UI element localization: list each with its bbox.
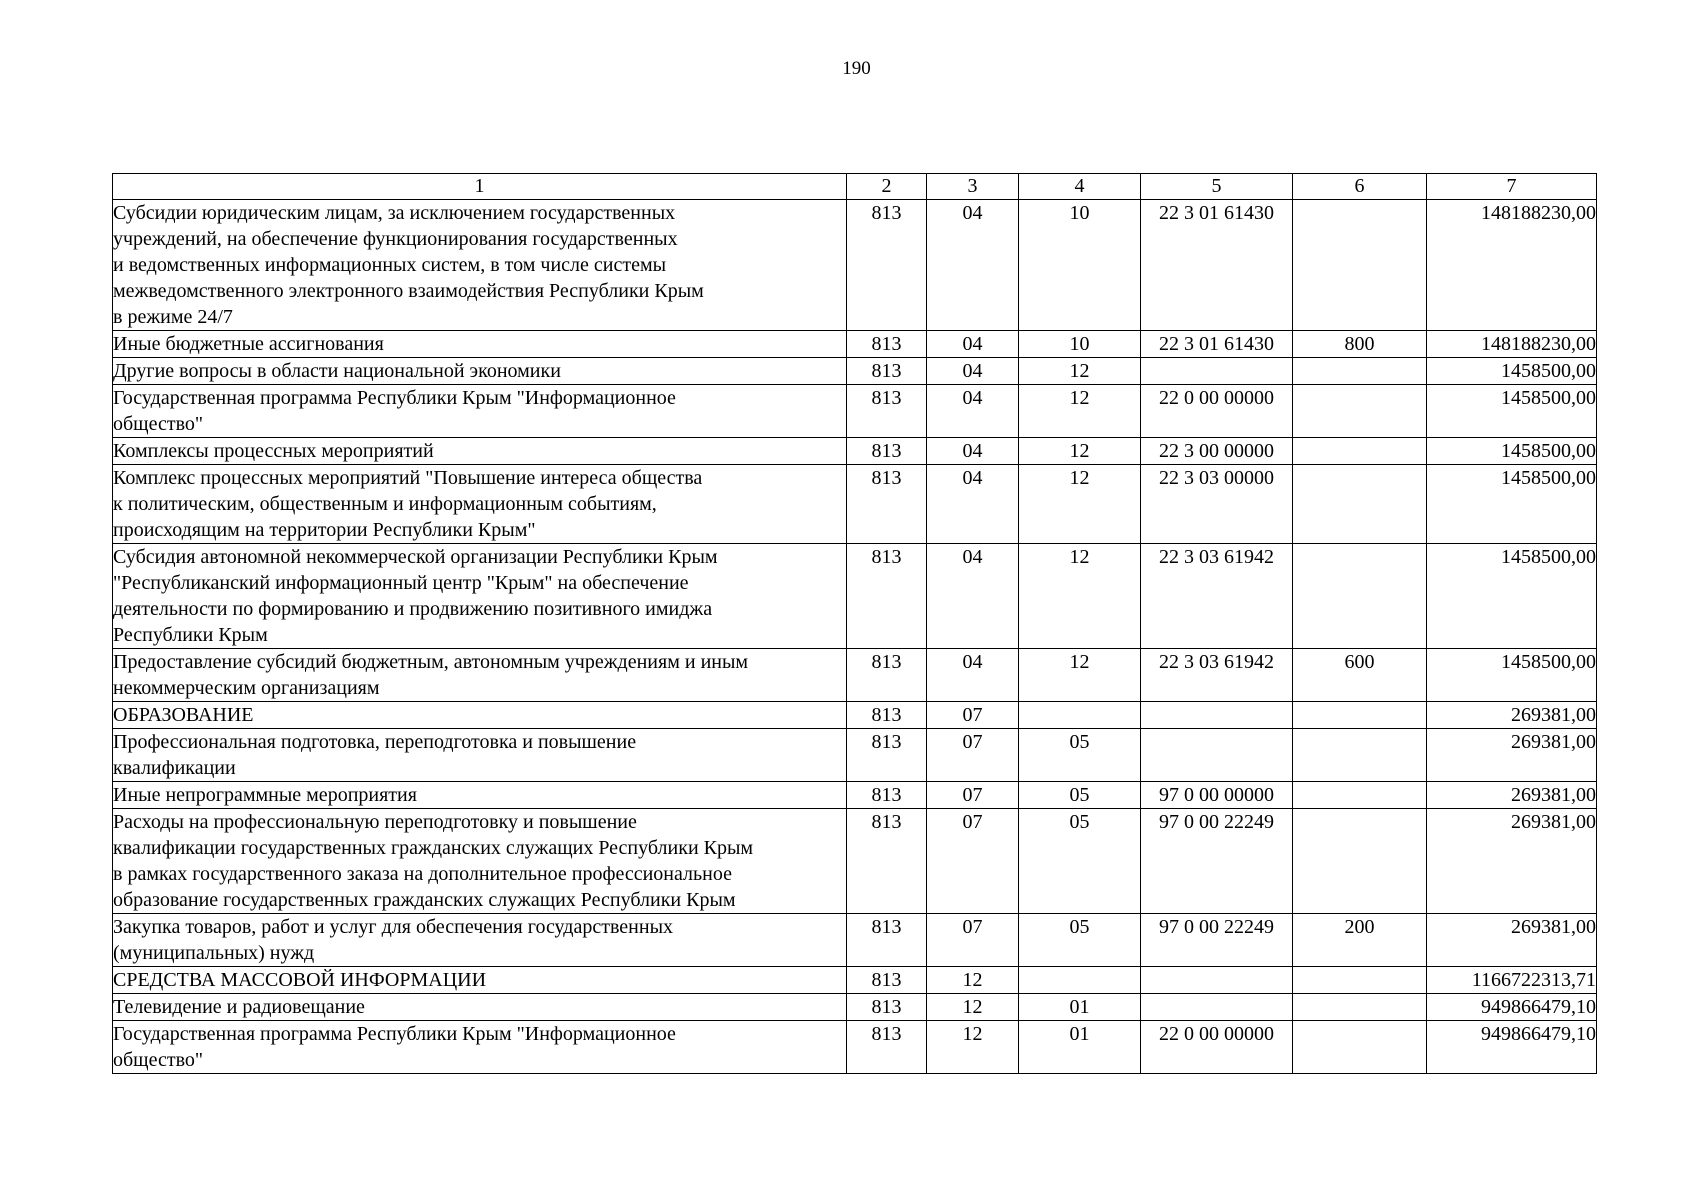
row-name: Другие вопросы в области национальной экономики bbox=[113, 358, 847, 385]
row-grbs-code: 813 bbox=[847, 702, 927, 729]
row-name: Комплексы процессных мероприятий bbox=[113, 438, 847, 465]
row-subsection-code: 12 bbox=[1019, 358, 1141, 385]
row-grbs-code: 813 bbox=[847, 649, 927, 702]
row-section-code: 04 bbox=[927, 331, 1019, 358]
table-row bbox=[113, 331, 1597, 358]
row-amount: 148188230,00 bbox=[1427, 331, 1597, 358]
row-amount: 269381,00 bbox=[1427, 809, 1597, 914]
row-expense-type-code bbox=[1293, 385, 1427, 438]
header-cell-5: 5 bbox=[1141, 174, 1293, 200]
page-number: 190 bbox=[842, 58, 871, 79]
row-grbs-code: 813 bbox=[847, 729, 927, 782]
row-section-code: 04 bbox=[927, 465, 1019, 544]
row-expense-type-code bbox=[1293, 438, 1427, 465]
table-row bbox=[113, 649, 1597, 702]
row-target-article-code bbox=[1141, 994, 1293, 1021]
header-cell-6: 6 bbox=[1293, 174, 1427, 200]
row-section-code: 07 bbox=[927, 782, 1019, 809]
row-section-code: 07 bbox=[927, 729, 1019, 782]
table-row bbox=[113, 914, 1597, 967]
table-row bbox=[113, 809, 1597, 914]
row-grbs-code: 813 bbox=[847, 200, 927, 331]
row-name: Комплекс процессных мероприятий "Повышение интереса общества к политическим, общественным и информационным событиям, происходящим на территории Республики Крым" bbox=[113, 465, 847, 544]
row-subsection-code: 12 bbox=[1019, 544, 1141, 649]
row-subsection-code: 05 bbox=[1019, 729, 1141, 782]
row-expense-type-code bbox=[1293, 967, 1427, 994]
row-section-code: 07 bbox=[927, 914, 1019, 967]
row-expense-type-code bbox=[1293, 729, 1427, 782]
table-row bbox=[113, 967, 1597, 994]
row-expense-type-code bbox=[1293, 358, 1427, 385]
row-grbs-code: 813 bbox=[847, 358, 927, 385]
row-amount: 269381,00 bbox=[1427, 914, 1597, 967]
table-row bbox=[113, 1021, 1597, 1074]
row-target-article-code: 22 0 00 00000 bbox=[1141, 1021, 1293, 1074]
table-row bbox=[113, 200, 1597, 331]
table-row bbox=[113, 702, 1597, 729]
row-amount: 269381,00 bbox=[1427, 702, 1597, 729]
row-target-article-code bbox=[1141, 729, 1293, 782]
header-cell-1: 1 bbox=[113, 174, 847, 200]
row-name: Государственная программа Республики Крым "Информационное общество" bbox=[113, 1021, 847, 1074]
row-expense-type-code bbox=[1293, 782, 1427, 809]
table-row bbox=[113, 438, 1597, 465]
row-name: Государственная программа Республики Крым "Информационное общество" bbox=[113, 385, 847, 438]
row-target-article-code: 22 3 03 61942 bbox=[1141, 649, 1293, 702]
row-name: Предоставление субсидий бюджетным, автономным учреждениям и иным некоммерческим организациям bbox=[113, 649, 847, 702]
row-amount: 1458500,00 bbox=[1427, 649, 1597, 702]
table-row bbox=[113, 729, 1597, 782]
row-grbs-code: 813 bbox=[847, 782, 927, 809]
row-subsection-code: 12 bbox=[1019, 465, 1141, 544]
row-expense-type-code bbox=[1293, 702, 1427, 729]
row-target-article-code bbox=[1141, 358, 1293, 385]
table-row bbox=[113, 465, 1597, 544]
row-grbs-code: 813 bbox=[847, 331, 927, 358]
row-amount: 1458500,00 bbox=[1427, 438, 1597, 465]
row-amount: 1458500,00 bbox=[1427, 544, 1597, 649]
row-section-code: 04 bbox=[927, 200, 1019, 331]
row-section-code: 07 bbox=[927, 702, 1019, 729]
row-grbs-code: 813 bbox=[847, 438, 927, 465]
row-name: Расходы на профессиональную переподготовку и повышение квалификации государственных гражданских служащих Республики Крым в рамках государственного заказа на дополнительное профессиональное образование государственных гражданских служащих Республики Крым bbox=[113, 809, 847, 914]
row-name: Профессиональная подготовка, переподготовка и повышение квалификации bbox=[113, 729, 847, 782]
row-section-code: 04 bbox=[927, 385, 1019, 438]
row-name: ОБРАЗОВАНИЕ bbox=[113, 702, 847, 729]
row-grbs-code: 813 bbox=[847, 1021, 927, 1074]
row-section-code: 04 bbox=[927, 544, 1019, 649]
header-cell-3: 3 bbox=[927, 174, 1019, 200]
row-subsection-code: 05 bbox=[1019, 809, 1141, 914]
row-grbs-code: 813 bbox=[847, 967, 927, 994]
row-name: Иные бюджетные ассигнования bbox=[113, 331, 847, 358]
row-name: Телевидение и радиовещание bbox=[113, 994, 847, 1021]
row-amount: 148188230,00 bbox=[1427, 200, 1597, 331]
row-subsection-code: 12 bbox=[1019, 385, 1141, 438]
row-grbs-code: 813 bbox=[847, 544, 927, 649]
row-name: Субсидия автономной некоммерческой организации Республики Крым "Республиканский информационный центр "Крым" на обеспечение деятельности по формированию и продвижению позитивного имиджа Республики Крым bbox=[113, 544, 847, 649]
header-cell-4: 4 bbox=[1019, 174, 1141, 200]
row-name: СРЕДСТВА МАССОВОЙ ИНФОРМАЦИИ bbox=[113, 967, 847, 994]
row-target-article-code: 22 3 03 00000 bbox=[1141, 465, 1293, 544]
table-row bbox=[113, 385, 1597, 438]
row-expense-type-code: 200 bbox=[1293, 914, 1427, 967]
row-name: Иные непрограммные мероприятия bbox=[113, 782, 847, 809]
table-row bbox=[113, 544, 1597, 649]
row-amount: 1458500,00 bbox=[1427, 385, 1597, 438]
row-amount: 1458500,00 bbox=[1427, 465, 1597, 544]
row-section-code: 04 bbox=[927, 358, 1019, 385]
row-name: Закупка товаров, работ и услуг для обеспечения государственных (муниципальных) нужд bbox=[113, 914, 847, 967]
row-amount: 1458500,00 bbox=[1427, 358, 1597, 385]
row-amount: 949866479,10 bbox=[1427, 994, 1597, 1021]
row-expense-type-code: 800 bbox=[1293, 331, 1427, 358]
row-amount: 1166722313,71 bbox=[1427, 967, 1597, 994]
table-row bbox=[113, 994, 1597, 1021]
row-subsection-code: 05 bbox=[1019, 914, 1141, 967]
row-amount: 269381,00 bbox=[1427, 729, 1597, 782]
row-target-article-code: 97 0 00 00000 bbox=[1141, 782, 1293, 809]
row-expense-type-code: 600 bbox=[1293, 649, 1427, 702]
table-body bbox=[113, 200, 1597, 1074]
row-section-code: 12 bbox=[927, 967, 1019, 994]
row-expense-type-code bbox=[1293, 465, 1427, 544]
row-subsection-code: 12 bbox=[1019, 649, 1141, 702]
row-name: Субсидии юридическим лицам, за исключением государственных учреждений, на обеспечение функционирования государственных и ведомственных информационных систем, в том числе системы межведомственного электронного взаимодействия Республики Крым в режиме 24/7 bbox=[113, 200, 847, 331]
header-row bbox=[113, 174, 1597, 200]
row-section-code: 12 bbox=[927, 1021, 1019, 1074]
row-subsection-code: 01 bbox=[1019, 994, 1141, 1021]
row-expense-type-code bbox=[1293, 1021, 1427, 1074]
table-row bbox=[113, 358, 1597, 385]
row-expense-type-code bbox=[1293, 544, 1427, 649]
row-target-article-code: 22 0 00 00000 bbox=[1141, 385, 1293, 438]
row-target-article-code: 22 3 01 61430 bbox=[1141, 200, 1293, 331]
row-target-article-code: 22 3 01 61430 bbox=[1141, 331, 1293, 358]
table-row bbox=[113, 782, 1597, 809]
row-amount: 269381,00 bbox=[1427, 782, 1597, 809]
row-subsection-code bbox=[1019, 967, 1141, 994]
row-section-code: 04 bbox=[927, 438, 1019, 465]
row-subsection-code bbox=[1019, 702, 1141, 729]
row-section-code: 12 bbox=[927, 994, 1019, 1021]
row-amount: 949866479,10 bbox=[1427, 1021, 1597, 1074]
header-cell-2: 2 bbox=[847, 174, 927, 200]
row-grbs-code: 813 bbox=[847, 809, 927, 914]
row-subsection-code: 01 bbox=[1019, 1021, 1141, 1074]
row-subsection-code: 10 bbox=[1019, 200, 1141, 331]
row-target-article-code: 22 3 00 00000 bbox=[1141, 438, 1293, 465]
row-target-article-code bbox=[1141, 967, 1293, 994]
row-grbs-code: 813 bbox=[847, 994, 927, 1021]
row-target-article-code: 22 3 03 61942 bbox=[1141, 544, 1293, 649]
row-grbs-code: 813 bbox=[847, 465, 927, 544]
row-grbs-code: 813 bbox=[847, 385, 927, 438]
row-target-article-code bbox=[1141, 702, 1293, 729]
row-expense-type-code bbox=[1293, 994, 1427, 1021]
row-expense-type-code bbox=[1293, 809, 1427, 914]
row-section-code: 04 bbox=[927, 649, 1019, 702]
row-subsection-code: 05 bbox=[1019, 782, 1141, 809]
row-target-article-code: 97 0 00 22249 bbox=[1141, 914, 1293, 967]
row-subsection-code: 12 bbox=[1019, 438, 1141, 465]
row-target-article-code: 97 0 00 22249 bbox=[1141, 809, 1293, 914]
row-section-code: 07 bbox=[927, 809, 1019, 914]
row-expense-type-code bbox=[1293, 200, 1427, 331]
row-subsection-code: 10 bbox=[1019, 331, 1141, 358]
row-grbs-code: 813 bbox=[847, 914, 927, 967]
header-cell-7: 7 bbox=[1427, 174, 1597, 200]
budget-table bbox=[112, 173, 1597, 1074]
